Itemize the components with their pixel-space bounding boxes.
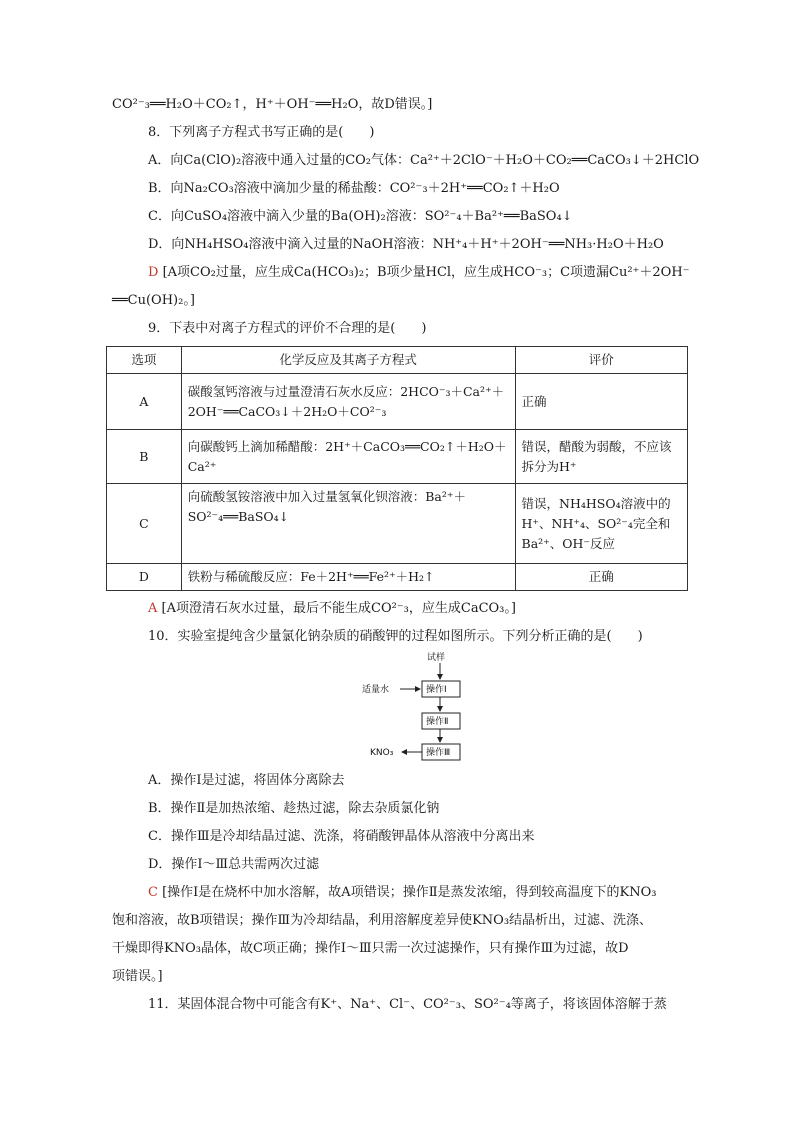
row-a-reaction: 碳酸氢钙溶液与过量澄清石灰水反应：2HCO⁻₃＋Ca²⁺＋2OH⁻══CaCO₃↓＋2H₂O＋CO²⁻₃ xyxy=(181,374,515,430)
q10-explanation xyxy=(148,884,656,902)
q8-stem: 8．下列离子方程式书写正确的是( ) xyxy=(148,125,375,140)
row-c-evaluation: 错误，NH₄HSO₄溶液中的H⁺、NH⁺₄、SO²⁻₄完全和Ba²⁺、OH⁻反应 xyxy=(515,484,687,564)
flow-sample-label: 试样 xyxy=(427,653,446,663)
row-c-option: C xyxy=(107,484,182,564)
q10-explain-line-4: 项错误。] xyxy=(112,969,163,984)
q10-flowchart xyxy=(360,650,500,765)
flowchart-diagram xyxy=(360,650,500,765)
flow-op2-label: 操作Ⅱ xyxy=(426,717,449,727)
header-option: 选项 xyxy=(107,347,182,374)
q10-stem: 10．实验室提纯含少量氯化钠杂质的硝酸钾的过程如图所示。下列分析正确的是( ) xyxy=(148,629,643,644)
q10-option-b: B．操作Ⅱ是加热浓缩、趁热过滤，除去杂质氯化钠 xyxy=(148,801,440,816)
q8-explain-line-1: [A项CO₂过量，应生成Ca(HCO₃)₂；B项少量HCl，应生成HCO⁻₃；C项遗漏Cu²⁺＋2OH⁻ xyxy=(162,265,690,280)
flow-water-label: 适量水 xyxy=(362,685,390,695)
row-a-evaluation: 正确 xyxy=(515,374,687,430)
q10-explain-line-1: [操作Ⅰ是在烧杯中加水溶解，故A项错误；操作Ⅱ是蒸发浓缩，得到较高温度下的KNO₃ xyxy=(162,885,657,900)
header-reaction: 化学反应及其离子方程式 xyxy=(181,347,515,374)
q9-stem: 9．下表中对离子方程式的评价不合理的是( ) xyxy=(148,321,427,336)
row-d-reaction: 铁粉与稀硫酸反应：Fe＋2H⁺══Fe²⁺＋H₂↑ xyxy=(181,564,515,591)
q8-explanation xyxy=(148,264,690,282)
row-b-evaluation: 错误，醋酸为弱酸，不应该拆分为H⁺ xyxy=(515,430,687,484)
q10-explain-line-3: 干燥即得KNO₃晶体，故C项正确；操作Ⅰ～Ⅲ只需一次过滤操作，只有操作Ⅲ为过滤，故D xyxy=(112,941,629,956)
q10-explain-line-2: 饱和溶液，故B项错误；操作Ⅲ为冷却结晶，利用溶解度差异使KNO₃结晶析出，过滤、洗涤、 xyxy=(112,913,653,928)
q8-answer: D xyxy=(148,265,159,280)
q11-stem: 11．某固体混合物中可能含有K⁺、Na⁺、Cl⁻、CO²⁻₃、SO²⁻₄等离子，将该固体溶解于蒸 xyxy=(148,997,667,1012)
flow-product-label: KNO₃ xyxy=(370,748,394,758)
row-c-reaction: 向硫酸氢铵溶液中加入过量氢氧化钡溶液：Ba²⁺＋SO²⁻₄══BaSO₄↓ xyxy=(181,484,515,564)
row-b-reaction: 向碳酸钙上滴加稀醋酸：2H⁺＋CaCO₃══CO₂↑＋H₂O＋Ca²⁺ xyxy=(181,430,515,484)
table-header-row xyxy=(107,347,688,374)
q8-option-d: D．向NH₄HSO₄溶液中滴入过量的NaOH溶液：NH⁺₄＋H⁺＋2OH⁻══NH₃·H₂O＋H₂O xyxy=(148,237,664,252)
q9-explain: [A项澄清石灰水过量，最后不能生成CO²⁻₃，应生成CaCO₃。] xyxy=(161,601,516,616)
previous-answer-tail: CO²⁻₃══H₂O＋CO₂↑，H⁺＋OH⁻══H₂O，故D错误。] xyxy=(112,97,433,112)
table-row xyxy=(107,484,688,564)
table-row xyxy=(107,564,688,591)
table-row xyxy=(107,430,688,484)
row-d-evaluation: 正确 xyxy=(515,564,687,591)
q9-evaluation-table xyxy=(106,346,688,591)
header-evaluation: 评价 xyxy=(515,347,687,374)
q10-option-a: A．操作Ⅰ是过滤，将固体分离除去 xyxy=(148,773,345,788)
q10-answer: C xyxy=(148,885,158,900)
q10-option-c: C．操作Ⅲ是冷却结晶过滤、洗涤，将硝酸钾晶体从溶液中分离出来 xyxy=(148,829,535,844)
q9-explanation xyxy=(148,600,516,618)
table-row xyxy=(107,374,688,430)
flow-op1-label: 操作Ⅰ xyxy=(426,685,447,695)
flow-op3-label: 操作Ⅲ xyxy=(426,748,451,758)
row-d-option: D xyxy=(107,564,182,591)
q8-explain-line-2: ══Cu(OH)₂。] xyxy=(112,293,195,308)
q9-answer: A xyxy=(148,601,158,616)
row-b-option: B xyxy=(107,430,182,484)
q10-option-d: D．操作Ⅰ～Ⅲ总共需两次过滤 xyxy=(148,857,320,872)
q8-option-a: A．向Ca(ClO)₂溶液中通入过量的CO₂气体：Ca²⁺＋2ClO⁻＋H₂O＋CO₂══CaCO₃↓＋2HClO xyxy=(148,153,700,168)
q8-option-b: B．向Na₂CO₃溶液中滴加少量的稀盐酸：CO²⁻₃＋2H⁺══CO₂↑＋H₂O xyxy=(148,181,560,196)
row-a-option: A xyxy=(107,374,182,430)
q8-option-c: C．向CuSO₄溶液中滴入少量的Ba(OH)₂溶液：SO²⁻₄＋Ba²⁺══BaSO₄↓ xyxy=(148,209,573,224)
